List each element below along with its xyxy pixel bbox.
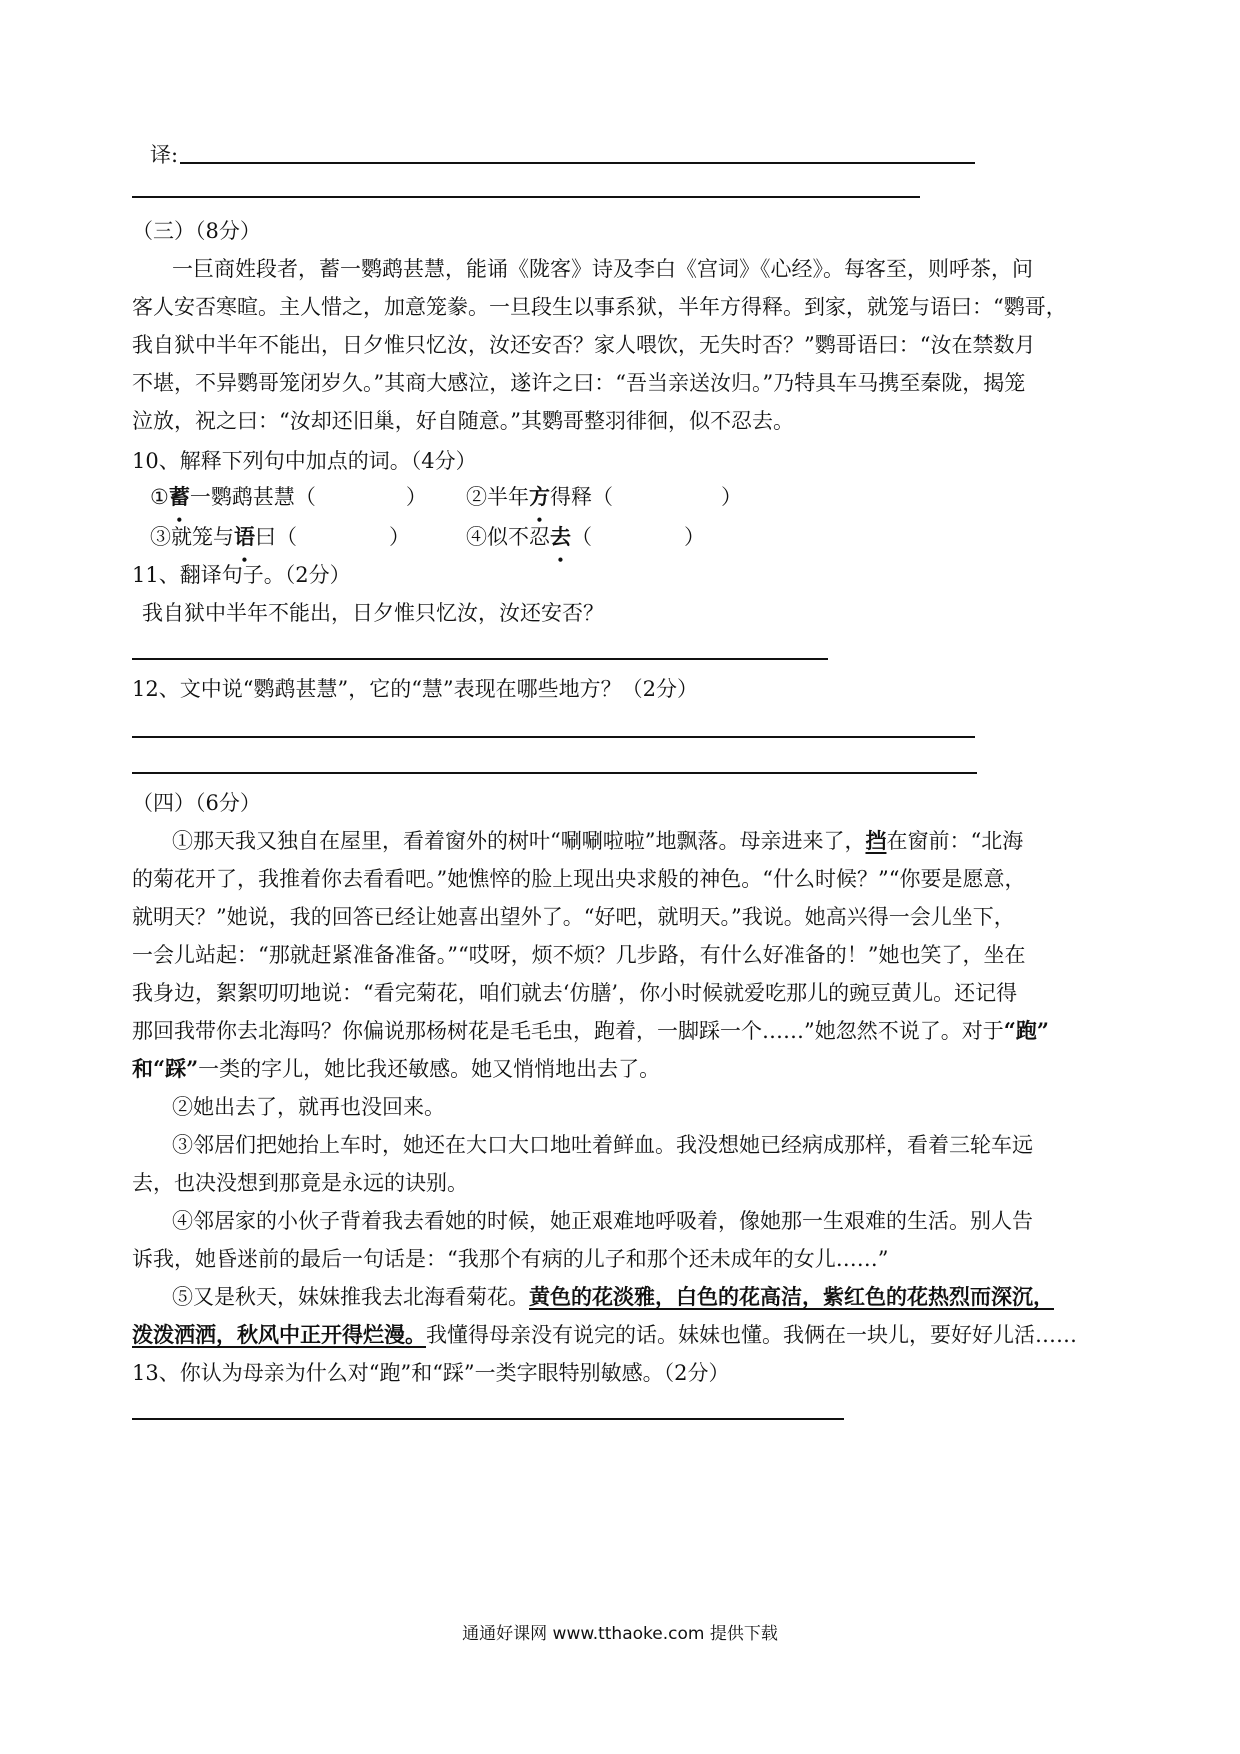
q10-item-text: （ (571, 525, 592, 549)
passage-text: ①那天我又独自在屋里，看着窗外的树叶“唰唰啦啦”地飘落。母亲进来了， (172, 829, 866, 853)
answer-line (132, 196, 920, 198)
footer-credit: 通通好课网 www.tthaoke.com 提供下载 (462, 1624, 778, 1644)
q10-item-close: ） (389, 525, 410, 549)
answer-line (132, 658, 828, 660)
question-11-prompt: 11、翻译句子。（2分） (132, 563, 351, 587)
emphasized-word: 和“踩” (132, 1056, 199, 1081)
emphasized-word: “跑” (1003, 1018, 1049, 1043)
dotted-char: 语 (234, 524, 255, 549)
passage-line (132, 1054, 660, 1084)
passage-line: 去，也决没想到那竟是永远的诀别。 (132, 1171, 468, 1195)
q10-item-1 (150, 482, 427, 512)
passage-line: 一会儿站起：“那就赶紧准备准备。”“哎呀，烦不烦？几步路，有什么好准备的！”她也笑了，坐在 (132, 943, 1026, 967)
q10-item-num: ④似不忍 (466, 525, 550, 549)
q10-item-3 (150, 522, 410, 552)
passage-line: 我身边，絮絮叨叨地说：“看完菊花，咱们就去‘仿膳’，你小时候就爱吃那儿的豌豆黄儿。还记得 (132, 981, 1018, 1005)
passage-line: 客人安否寒暄。主人惜之，加意笼豢。一旦段生以事系狱，半年方得释。到家，就笼与语曰：“鹦哥， (132, 295, 1067, 319)
passage-line (172, 826, 1023, 856)
q10-item-close: ） (721, 485, 742, 509)
q10-item-num: ① (150, 485, 169, 509)
emphasized-phrase: 黄色的花淡雅，白色的花高洁，紫红色的花热烈而深沉， (529, 1284, 1054, 1309)
section-4-header: （四）（6分） (132, 791, 261, 815)
passage-line (172, 1282, 1054, 1312)
answer-line (132, 736, 975, 738)
passage-line (132, 1016, 1049, 1046)
q10-item-2 (466, 482, 742, 512)
section-3-header: （三）（8分） (132, 219, 261, 243)
dotted-char: 去 (550, 524, 571, 549)
passage-line: 泣放，祝之曰：“汝却还旧巢，好自随意。”其鹦哥整羽徘徊，似不忍去。 (132, 409, 794, 433)
passage-line: ②她出去了，就再也没回来。 (172, 1095, 445, 1119)
q10-item-close: ） (684, 525, 705, 549)
dotted-char: 蓄 (168, 484, 190, 509)
question-12-prompt: 12、文中说“鹦鹉甚慧”，它的“慧”表现在哪些地方？（2分） (132, 677, 699, 701)
question-10-prompt: 10、解释下列句中加点的词。（4分） (132, 449, 477, 473)
passage-text: 我懂得母亲没有说完的话。妹妹也懂。我俩在一块儿，要好好儿活…… (426, 1323, 1077, 1347)
answer-line (132, 1418, 844, 1420)
dotted-char: 方 (529, 484, 550, 509)
q10-item-close: ） (405, 485, 427, 509)
q10-item-text: 得释（ (550, 485, 613, 509)
answer-line (132, 772, 977, 774)
emphasized-word: 挡 (865, 828, 887, 853)
passage-line: 就明天？”她说，我的回答已经让她喜出望外了。“好吧，就明天。”我说。她高兴得一会儿坐下， (132, 905, 1015, 929)
emphasized-phrase: 泼泼洒洒，秋风中正开得烂漫。 (132, 1322, 426, 1347)
passage-line: 诉我，她昏迷前的最后一句话是：“我那个有病的儿子和那个还未成年的女儿……” (132, 1247, 889, 1271)
q10-item-num: ②半年 (466, 485, 529, 509)
passage-line: ④邻居家的小伙子背着我去看她的时候，她正艰难地呼吸着，像她那一生艰难的生活。别人告 (172, 1209, 1033, 1233)
passage-text: ⑤又是秋天，妹妹推我去北海看菊花。 (172, 1285, 529, 1309)
question-13-prompt: 13、你认为母亲为什么对“跑”和“踩”一类字眼特别敏感。（2分） (132, 1361, 730, 1385)
passage-line: 的菊花开了，我推着你去看看吧。”她憔悴的脸上现出央求般的神色。“什么时候？”“你要是愿意， (132, 867, 1026, 891)
q10-item-text: 一鹦鹉甚慧（ (189, 485, 316, 509)
answer-line (180, 162, 975, 164)
passage-line: 一巨商姓段者，蓄一鹦鹉甚慧，能诵《陇客》诗及李白《宫词》《心经》。每客至，则呼茶，问 (172, 257, 1033, 281)
passage-line: 不堪，不异鹦哥笼闭岁久。”其商大感泣，遂许之曰：“吾当亲送汝归。”乃特具车马携至秦陇，揭笼 (132, 371, 1026, 395)
passage-text: 那回我带你去北海吗？你偏说那杨树花是毛毛虫，跑着，一脚踩一个……”她忽然不说了。对于 (132, 1019, 1004, 1043)
question-11-sentence: 我自狱中半年不能出，日夕惟只忆汝，汝还安否？ (142, 601, 604, 625)
passage-line: 我自狱中半年不能出，日夕惟只忆汝，汝还安否？家人喂饮，无失时否？”鹦哥语曰：“汝在禁数月 (132, 333, 1036, 357)
q10-item-text: 曰（ (255, 525, 297, 549)
passage-line (132, 1320, 1077, 1350)
translation-label: 译: (150, 143, 179, 167)
passage-text: 一类的字儿，她比我还敏感。她又悄悄地出去了。 (198, 1057, 661, 1081)
q10-item-4 (466, 522, 705, 552)
q10-item-num: ③就笼与 (150, 525, 234, 549)
passage-line: ③邻居们把她抬上车时，她还在大口大口地吐着鲜血。我没想她已经病成那样，看着三轮车远 (172, 1133, 1033, 1157)
passage-text: 在窗前：“北海 (886, 829, 1024, 853)
